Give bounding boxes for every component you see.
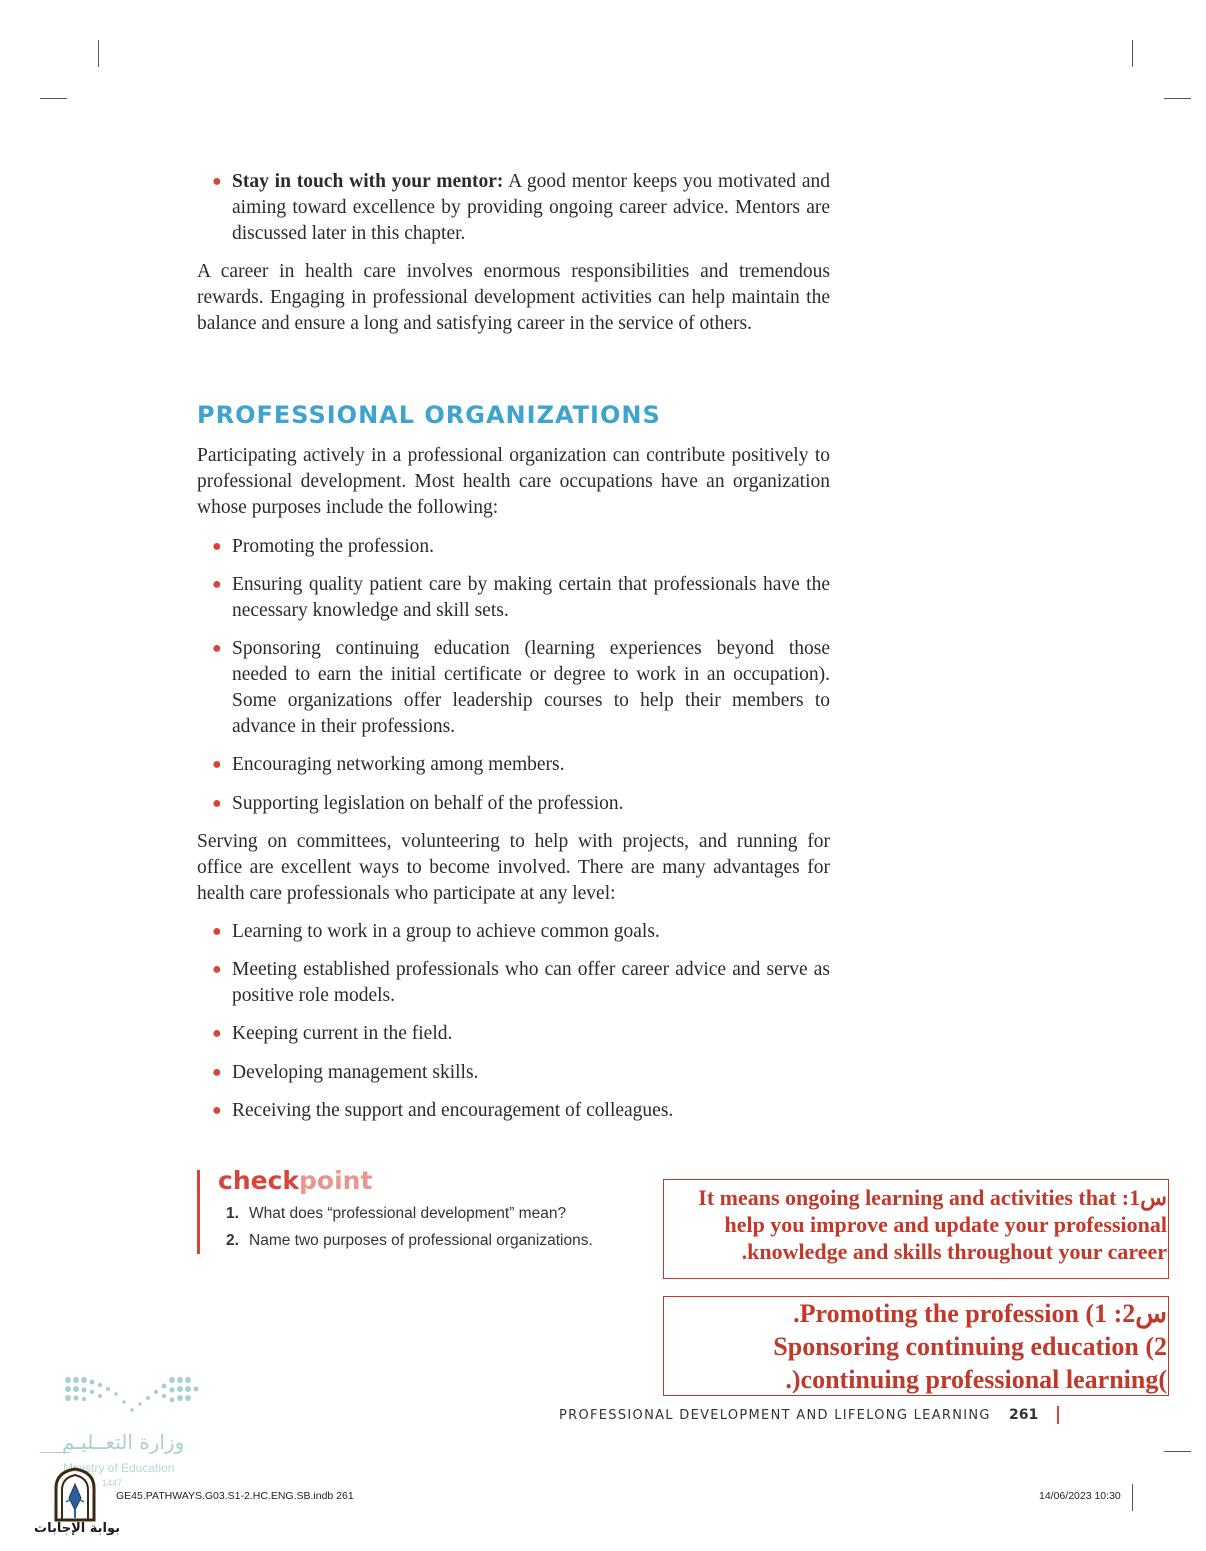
question-number: 1. <box>226 1205 239 1222</box>
page-number: 261 <box>1009 1407 1039 1423</box>
list-item-text: Promoting the profession. <box>232 536 435 557</box>
mentor-bullet-lead: Stay in touch with your mentor: <box>232 171 504 192</box>
bullet-icon: ● <box>212 1102 222 1119</box>
list-item-text: Developing management skills. <box>232 1062 479 1083</box>
bullet-icon: ● <box>212 173 222 190</box>
bullet-icon: ● <box>212 1025 222 1042</box>
list-item <box>212 636 830 740</box>
list-item-text: Meeting established professionals who can offer career advice and serve as positive role models. <box>232 959 830 1006</box>
list-item <box>212 572 830 624</box>
crop-mark <box>40 98 67 99</box>
list-item <box>212 919 830 945</box>
section-heading: PROFESSIONAL ORGANIZATIONS <box>197 401 661 429</box>
list-item-text: Ensuring quality patient care by making certain that professionals have the necessary knowledge and skill sets. <box>232 574 830 621</box>
list-item <box>212 957 830 1009</box>
list-item <box>212 1098 830 1124</box>
bullet-icon: ● <box>212 923 222 940</box>
answer-line: help you improve and update your professional <box>724 1212 1167 1237</box>
bullet-icon: ● <box>212 795 222 812</box>
checkpoint-title-check: check <box>218 1166 300 1195</box>
answer-line: Sponsoring continuing education (2 <box>773 1332 1167 1361</box>
question-text: Name two purposes of professional organizations. <box>249 1232 593 1249</box>
crop-mark <box>1164 98 1191 99</box>
slug-date: 14/06/2023 10:30 <box>1039 1490 1121 1502</box>
checkpoint-question <box>226 1232 593 1250</box>
answer-box-1 <box>663 1179 1169 1279</box>
list-item-text: Encouraging networking among members. <box>232 754 565 775</box>
ministry-logo-icon <box>62 1374 202 1420</box>
list-item-text: Sponsoring continuing education (learning experiences beyond those needed to earn the initial certificate or degree to work in an occupation). Some organizations offer leadership courses to help their members to advance in their professions. <box>232 638 830 737</box>
answer-line: It means ongoing learning and activities that :1س <box>698 1185 1167 1210</box>
bullet-icon: ● <box>212 538 222 555</box>
answer-box-2 <box>663 1296 1169 1396</box>
bullet-icon: ● <box>212 961 222 978</box>
running-footer-title: PROFESSIONAL DEVELOPMENT AND LIFELONG LEARNING <box>559 1408 991 1423</box>
checkpoint-accent-bar <box>197 1170 200 1254</box>
intro-paragraph: A career in health care involves enormous responsibilities and tremendous rewards. Engaging in professional development activities can help maintain the balance and ensure a long and satisfying career in the service of others. <box>197 261 830 334</box>
checkpoint-title-point: point <box>299 1166 373 1195</box>
slug-file: GE45.PATHWAYS.G03.S1-2.HC.ENG.SB.indb 261 <box>116 1490 354 1502</box>
crop-mark <box>98 40 99 67</box>
crop-mark <box>1132 40 1133 67</box>
checkpoint-question <box>226 1205 566 1223</box>
answer-line: .)continuing professional learning( <box>785 1365 1167 1394</box>
ministry-arabic-name: وزارة التعــليـم <box>62 1430 185 1454</box>
checkpoint-title <box>218 1166 372 1195</box>
answer-line: .knowledge and skills throughout your career <box>741 1239 1167 1264</box>
question-text: What does “professional development” mean? <box>249 1205 567 1222</box>
portal-label: بوابة الإجابات <box>34 1521 120 1536</box>
question-number: 2. <box>226 1232 239 1249</box>
section-paragraph-2: Serving on committees, volunteering to help with projects, and running for office are excellent ways to become involved. There are many advantages for health care professionals who participate at any level: <box>197 831 830 904</box>
list-item-text: Learning to work in a group to achieve common goals. <box>232 921 660 942</box>
answer-line: .Promoting the profession (1 :2س <box>793 1299 1167 1328</box>
list-item-text: Supporting legislation on behalf of the profession. <box>232 793 624 814</box>
bullet-icon: ● <box>212 1064 222 1081</box>
footer-accent-bar <box>1057 1406 1059 1424</box>
list-item <box>212 752 830 778</box>
list-item <box>212 1021 830 1047</box>
list-item-text: Keeping current in the field. <box>232 1023 453 1044</box>
ministry-year: 1447 <box>102 1478 123 1488</box>
list-item <box>212 1060 830 1086</box>
ministry-english-name: Ministry of Education <box>63 1461 175 1475</box>
crop-mark <box>1164 1451 1191 1452</box>
portal-logo-icon <box>50 1466 100 1522</box>
bullet-icon: ● <box>212 640 222 657</box>
crop-mark <box>1132 1484 1133 1511</box>
mentor-bullet-text: A good mentor keeps you motivated and aiming toward excellence by providing ongoing career advice. Mentors are discussed later in this chapter. <box>232 171 831 244</box>
list-item <box>212 791 830 817</box>
list-item <box>212 534 830 560</box>
mentor-bullet <box>212 169 830 247</box>
list-item-text: Receiving the support and encouragement of colleagues. <box>232 1100 674 1121</box>
bullet-icon: ● <box>212 576 222 593</box>
section-paragraph-1: Participating actively in a professional organization can contribute positively to professional development. Most health care occupations have an organization whose purposes include the following: <box>197 445 830 518</box>
bullet-icon: ● <box>212 756 222 773</box>
